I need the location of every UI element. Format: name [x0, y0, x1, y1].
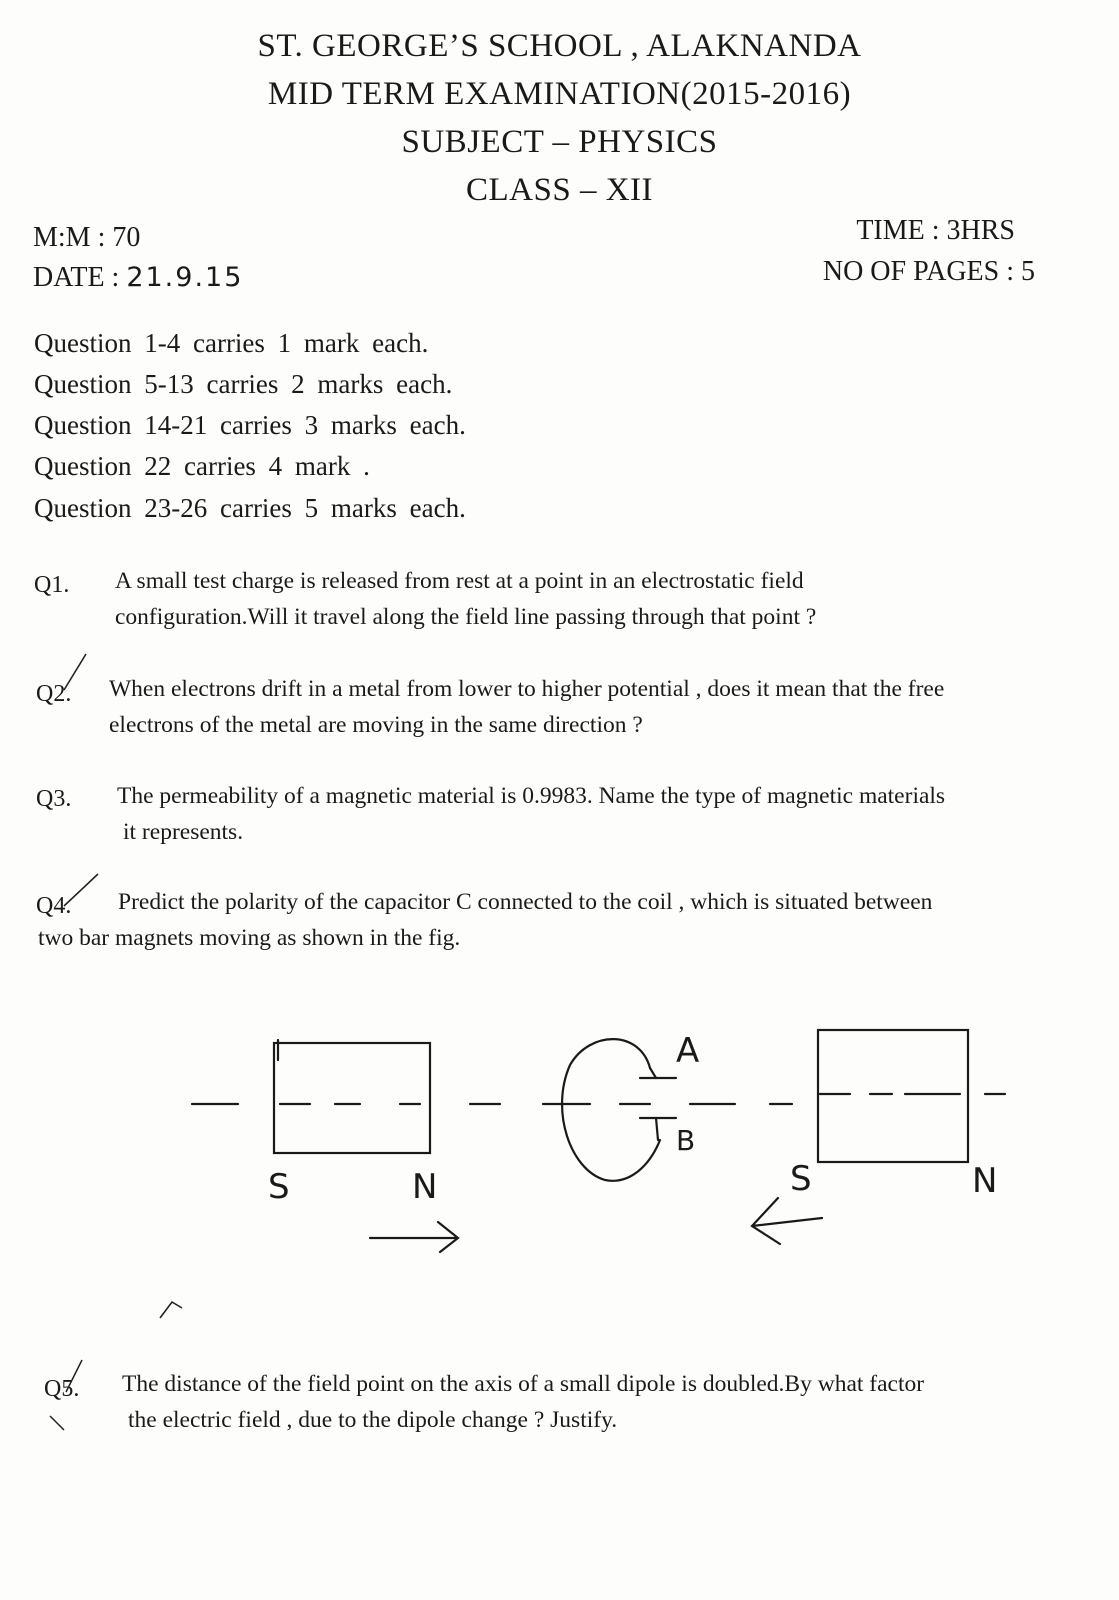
- question-text: [117, 778, 945, 850]
- date-value: 21.9.15: [126, 262, 244, 293]
- instruction-line: Question 14-21 carries 3 marks each.: [34, 410, 466, 440]
- label-left-s: S: [268, 1167, 290, 1207]
- question-number: Q1.: [34, 572, 70, 598]
- question-text: [115, 563, 816, 635]
- right-bar-magnet: [818, 1030, 968, 1162]
- question-line: two bar magnets moving as shown in the fig.: [38, 925, 461, 951]
- time-allowed: TIME : 3HRS: [856, 215, 1015, 246]
- question-line: The permeability of a magnetic material is 0.9983. Name the type of magnetic materials: [117, 783, 946, 809]
- question-number: Q2.: [36, 681, 72, 707]
- left-bar-magnet: [274, 1043, 430, 1153]
- label-a: A: [676, 1031, 700, 1071]
- check-mark-icon: [158, 1296, 188, 1326]
- question-line: the electric field , due to the dipole change ? Justify.: [128, 1407, 618, 1433]
- instruction-line: Question 22 carries 4 mark .: [34, 451, 370, 481]
- question-line: When electrons drift in a metal from lower to higher potential , does it mean that the free: [109, 676, 945, 702]
- class-title: CLASS – XII: [465, 172, 654, 208]
- date-label: DATE :: [33, 262, 120, 293]
- question-number: Q3.: [36, 786, 72, 812]
- date-row: [33, 262, 243, 294]
- question-line: A small test charge is released from rest at a point in an electrostatic field: [115, 568, 804, 594]
- question-text: [109, 671, 944, 743]
- question-line: The distance of the field point on the axis of a small dipole is doubled.By what factor: [122, 1371, 925, 1397]
- question-line: configuration.Will it travel along the field line passing through that point ?: [115, 604, 817, 630]
- question-number: Q4.: [36, 893, 72, 919]
- question-number: Q5.: [44, 1376, 80, 1402]
- label-left-n: N: [412, 1167, 438, 1207]
- left-magnet-arrow: [370, 1222, 458, 1252]
- subject-title: SUBJECT – PHYSICS: [401, 124, 718, 160]
- check-mark-icon: [62, 870, 102, 910]
- check-mark-icon: [44, 1356, 84, 1436]
- label-right-n: N: [972, 1161, 998, 1201]
- right-magnet-arrow: [752, 1198, 822, 1244]
- coil: [562, 1039, 660, 1181]
- magnet-coil-figure: [0, 1000, 1119, 1260]
- page-count: NO OF PAGES : 5: [822, 256, 1035, 287]
- question-line: electrons of the metal are moving in the same direction ?: [109, 712, 643, 738]
- check-mark-icon: [60, 652, 90, 692]
- instruction-line: Question 23-26 carries 5 marks each.: [34, 493, 466, 523]
- question-text: [122, 1366, 924, 1438]
- instruction-line: Question 5-13 carries 2 marks each.: [34, 369, 453, 399]
- max-marks: M:M : 70: [33, 222, 141, 253]
- school-name: ST. GEORGE’S SCHOOL , ALAKNANDA: [257, 28, 862, 64]
- question-line: it represents.: [123, 819, 244, 845]
- label-right-s: S: [790, 1159, 812, 1199]
- question-line: Predict the polarity of the capacitor C connected to the coil , which is situated between: [118, 889, 933, 915]
- question-text: [38, 884, 932, 956]
- instruction-line: Question 1-4 carries 1 mark each.: [34, 328, 429, 358]
- axis-dashes: [192, 1094, 1005, 1104]
- exam-title: MID TERM EXAMINATION(2015-2016): [267, 76, 852, 112]
- label-b: B: [676, 1124, 696, 1157]
